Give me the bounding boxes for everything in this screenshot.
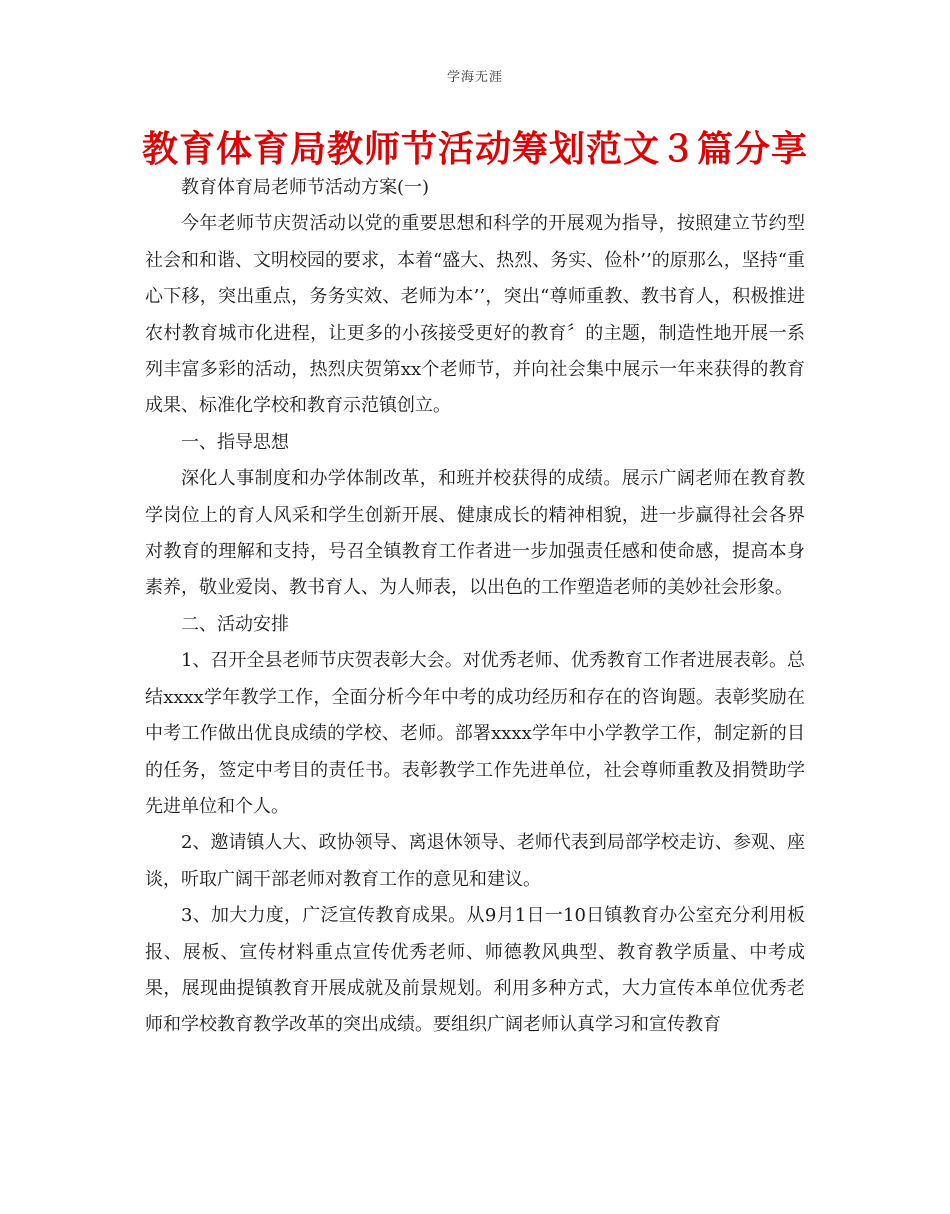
- body-paragraph: 3、加大力度，广泛宣传教育成果。从9月1日一10日镇教育办公室充分利用板报、展板、宣传材料重点宣传优秀老师、师德教风典型、教育教学质量、中考成果，展现曲提镇教育开展成就及前景规划。利用多种方式，大力宣传本单位优秀老师和学校教育教学改革的突出成绩。要组织广阔老师认真学习和宣传教育: [145, 905, 805, 1036]
- header-watermark: 学海无涯: [446, 70, 503, 85]
- section-subtitle: 教育体育局老师节活动方案(一): [181, 177, 430, 198]
- body-paragraph: 1、召开全县老师节庆贺表彰大会。对优秀老师、优秀教育工作者进展表彰。总结xxxx学年教学工作，全面分析今年中考的成功经历和存在的咨询题。表彰奖励在中考工作做出优良成绩的学校、老师。部署xxxx学年中小学教学工作，制定新的目的任务，签定中考目的责任书。表彰教学工作先进单位，社会尊师重教及捐赞助学先进单位和个人。: [145, 650, 805, 817]
- body-paragraph: 2、邀请镇人大、政协领导、离退休领导、老师代表到局部学校走访、参观、座谈，听取广阔干部老师对教育工作的意见和建议。: [145, 832, 805, 890]
- body-paragraph: 今年老师节庆贺活动以党的重要思想和科学的开展观为指导，按照建立节约型社会和和谐、文明校园的要求，本着“盛大、热烈、务实、俭朴’’的原那么，坚持“重心下移，突出重点，务务实效、老师为本’’，突出“尊师重教、教书育人，积极推进农村教育城市化进程，让更多的小孩接受更好的教育〞的主题，制造性地开展一系列丰富多彩的活动，热烈庆贺第xx个老师节，并向社会集中展示一年来获得的教育成果、标准化学校和教育示范镇创立。: [145, 213, 805, 417]
- section-heading: 一、指导思想: [181, 431, 289, 453]
- section-heading: 二、活动安排: [181, 613, 289, 635]
- body-paragraph: 深化人事制度和办学体制改革，和班并校获得的成绩。展示广阔老师在教育教学岗位上的育人风采和学生创新开展、健康成长的精神相貌，进一步赢得社会各界对教育的理解和支持，号召全镇教育工作者进一步加强责任感和使命感，提高本身素养，敬业爱岗、教书育人、为人师表，以出色的工作塑造老师的美妙社会形象。: [145, 468, 805, 599]
- document-body: [145, 170, 805, 1044]
- document-title: 教育体育局教师节活动筹划范文３篇分享: [141, 129, 808, 170]
